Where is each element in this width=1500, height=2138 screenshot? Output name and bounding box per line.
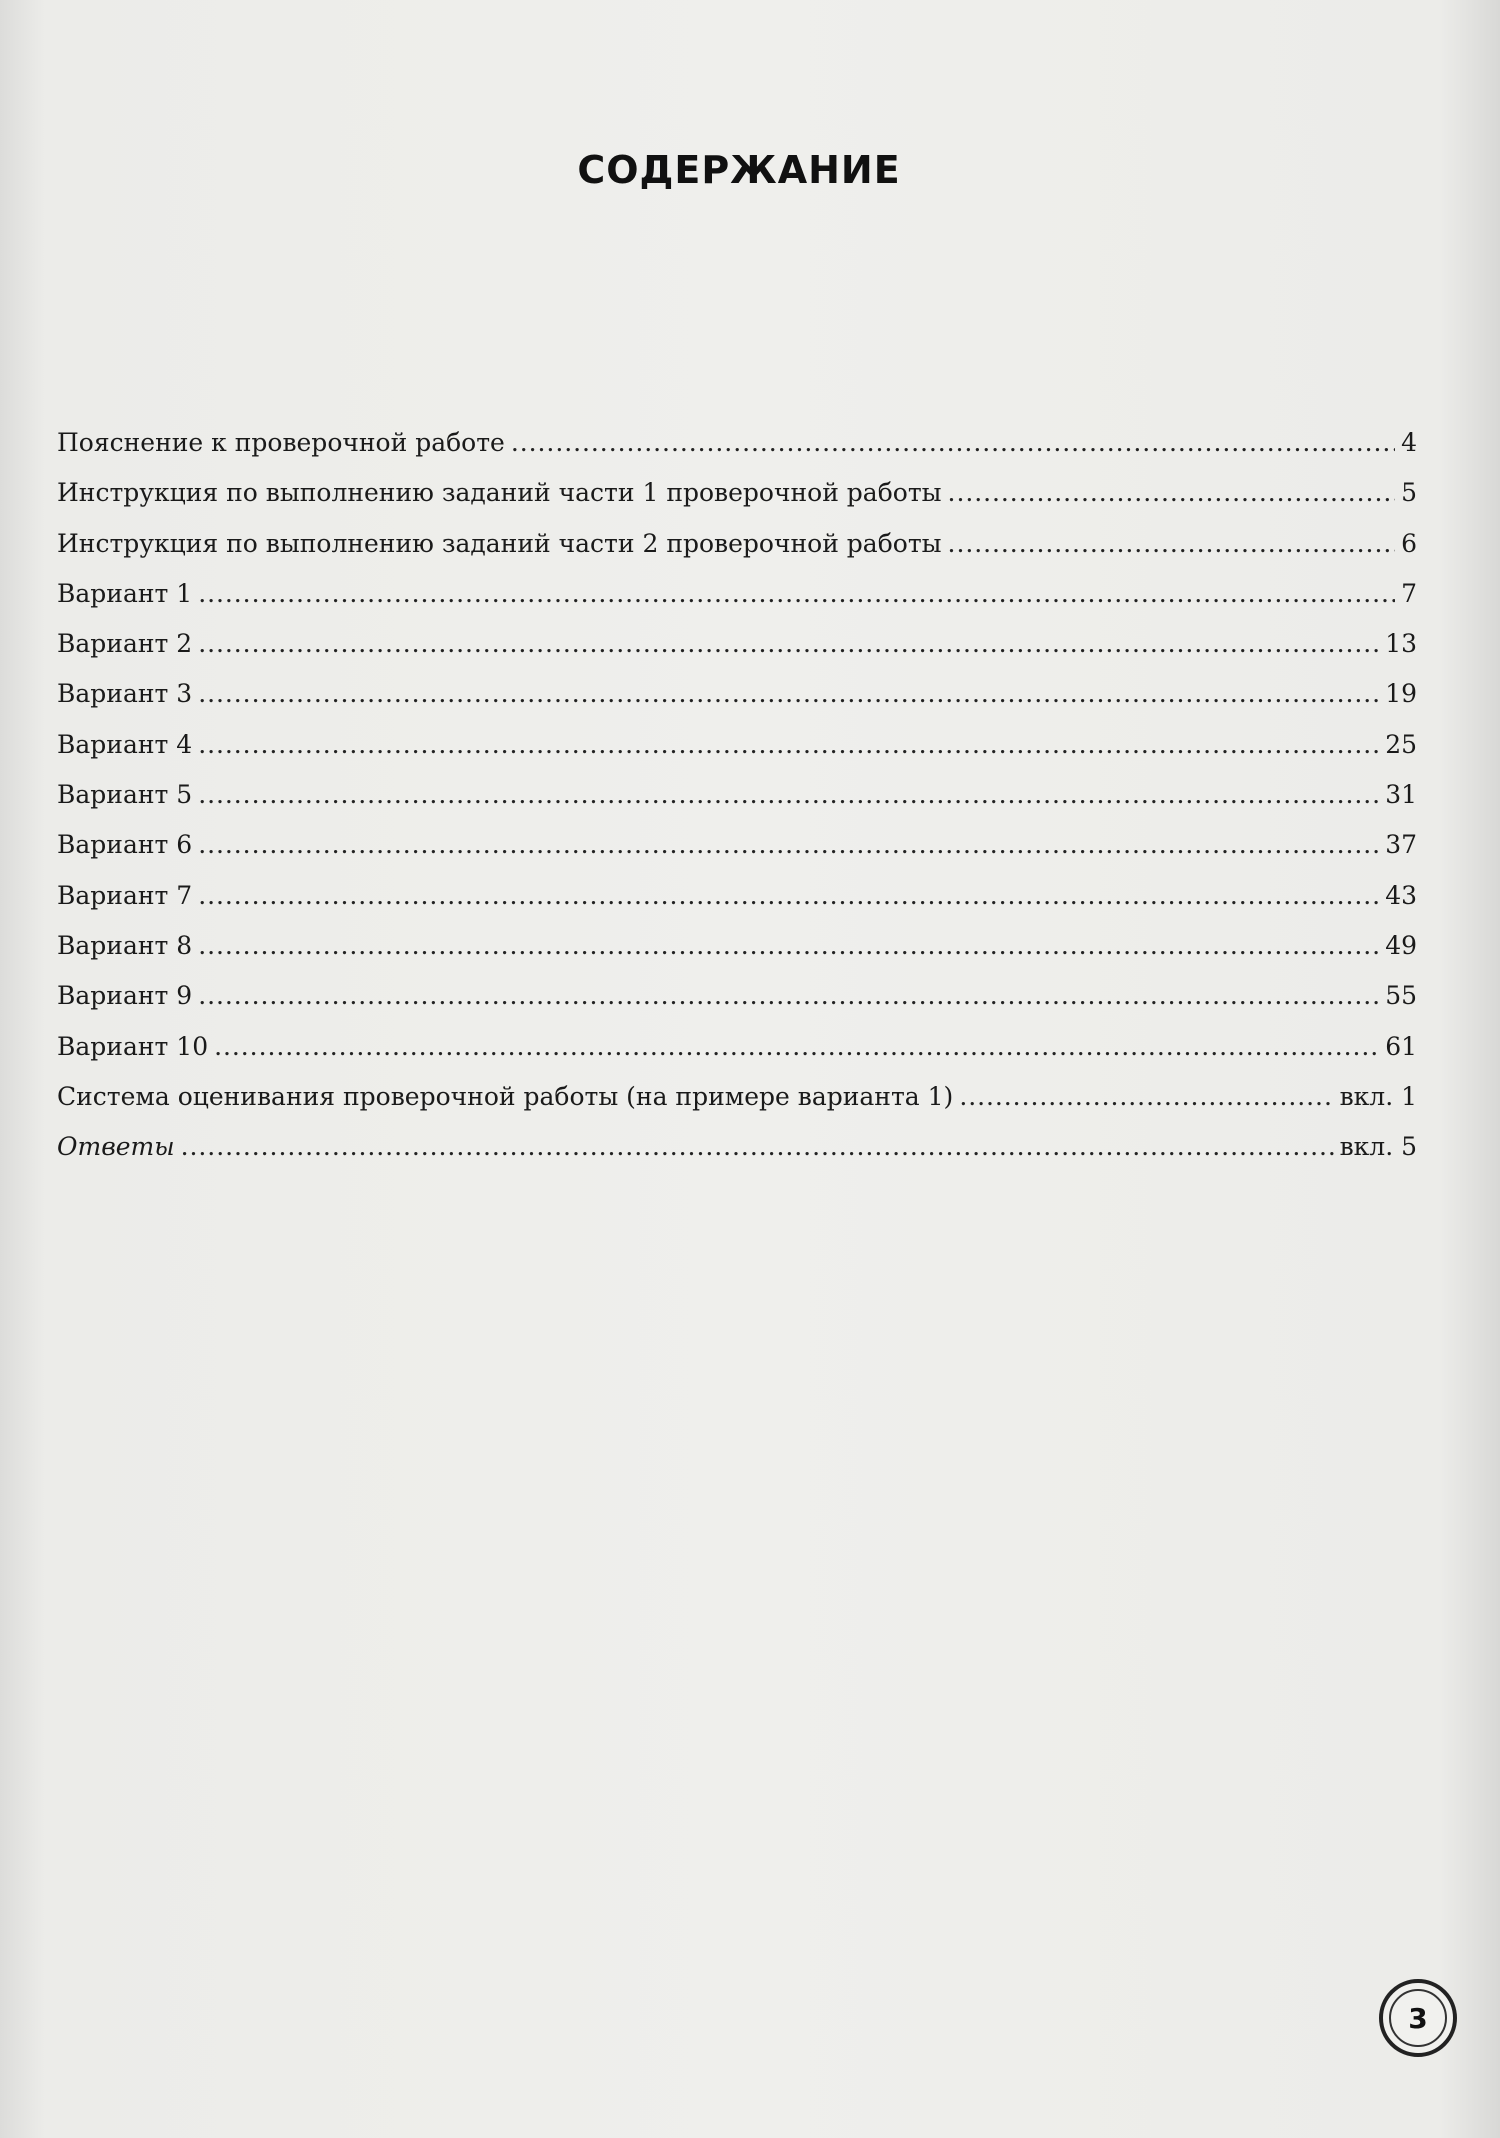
toc-entry-page: 25 (1385, 729, 1417, 759)
toc-entry-page: 55 (1385, 981, 1417, 1011)
toc-entry-page: 37 (1385, 830, 1417, 860)
toc-entry-label: Вариант 4 (57, 729, 193, 759)
toc-entry-page: 5 (1401, 478, 1417, 508)
toc-entry[interactable] (57, 770, 1417, 820)
toc-entry[interactable] (57, 921, 1417, 971)
toc-entry[interactable] (57, 971, 1417, 1021)
toc-dot-leader (198, 871, 1379, 921)
toc-entry[interactable] (57, 569, 1417, 619)
toc-entry[interactable] (57, 418, 1417, 468)
toc-entry-page: 19 (1385, 679, 1417, 709)
toc-dot-leader (959, 1072, 1333, 1122)
toc-entry-label: Вариант 5 (57, 780, 193, 810)
toc-entry[interactable] (57, 1122, 1417, 1172)
toc-entry-label: Система оценивания проверочной работы (на примере варианта 1) (57, 1081, 954, 1111)
toc-entry-label: Вариант 1 (57, 578, 193, 608)
toc-entry-page: 4 (1401, 428, 1417, 457)
page-number: 3 (1408, 2001, 1428, 2035)
toc-entry[interactable] (57, 669, 1417, 719)
toc-entry-label: Вариант 3 (57, 679, 193, 709)
toc-entry[interactable] (57, 1072, 1417, 1122)
toc-dot-leader (198, 720, 1379, 770)
toc-entry-label: Вариант 6 (57, 830, 193, 860)
toc-entry-page: 61 (1385, 1031, 1417, 1061)
toc-entry-label: Инструкция по выполнению заданий части 1 проверочной работы (57, 478, 942, 508)
toc-entry-label: Вариант 2 (57, 629, 193, 659)
toc-entry[interactable] (57, 720, 1417, 770)
toc-entry-page: вкл. 1 (1339, 1081, 1417, 1111)
toc-entry[interactable] (57, 871, 1417, 921)
toc-dot-leader (198, 619, 1379, 669)
toc-entry[interactable] (57, 519, 1417, 569)
toc-entry-page: 31 (1385, 780, 1417, 810)
toc-entry-page: 49 (1385, 930, 1417, 960)
toc-dot-leader (198, 569, 1395, 619)
toc-dot-leader (198, 770, 1379, 820)
toc-entry-label: Вариант 7 (57, 880, 193, 910)
toc-dot-leader (948, 519, 1396, 569)
toc-entry-page: 13 (1385, 629, 1417, 659)
toc-dot-leader (198, 820, 1379, 870)
toc-entry-page: вкл. 5 (1339, 1132, 1417, 1162)
table-of-contents (57, 418, 1417, 1172)
toc-dot-leader (198, 669, 1379, 719)
toc-dot-leader (214, 1022, 1379, 1072)
toc-entry[interactable] (57, 820, 1417, 870)
toc-entry[interactable] (57, 468, 1417, 518)
toc-entry[interactable] (57, 619, 1417, 669)
toc-entry-page: 7 (1401, 578, 1417, 608)
toc-entry-label: Инструкция по выполнению заданий части 2 проверочной работы (57, 528, 942, 558)
page-title: СОДЕРЖАНИЕ (577, 148, 901, 192)
toc-entry-label: Вариант 9 (57, 981, 193, 1011)
toc-dot-leader (198, 971, 1379, 1021)
toc-entry[interactable] (57, 1022, 1417, 1072)
toc-dot-leader (181, 1122, 1334, 1172)
toc-dot-leader (198, 921, 1379, 971)
toc-entry-label: Вариант 10 (57, 1031, 209, 1061)
toc-dot-leader (948, 468, 1396, 518)
toc-entry-label: Пояснение к проверочной работе (57, 428, 505, 457)
toc-entry-page: 6 (1401, 528, 1417, 558)
toc-entry-label: Вариант 8 (57, 930, 193, 960)
toc-dot-leader (511, 418, 1395, 468)
toc-entry-page: 43 (1385, 880, 1417, 910)
toc-entry-label: Ответы (57, 1132, 175, 1162)
page-number-badge (1379, 1979, 1457, 2057)
